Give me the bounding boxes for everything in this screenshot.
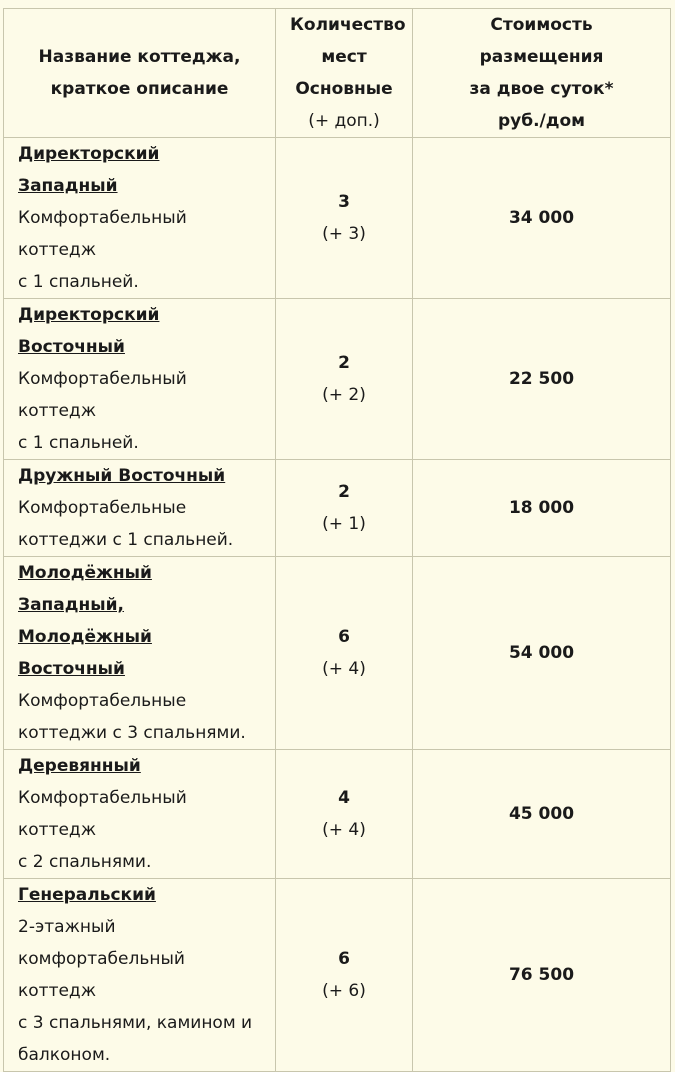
cottage-price-table [3,8,671,1072]
cottage-name-link[interactable]: Дружный Восточный [18,466,226,486]
cottage-name-link[interactable]: Молодёжный Западный, [18,563,152,615]
seats-cell: 2 (+ 2) [276,299,413,460]
cottage-name-link[interactable]: Молодёжный Восточный [18,627,152,679]
table-row [4,879,671,1072]
seats-cell: 6 (+ 6) [276,879,413,1072]
cottage-name-link[interactable]: Генеральский [18,885,156,905]
cottage-cell: Молодёжный Западный, Молодёжный Восточный Комфортабельные коттеджи с 3 спальнями. [4,557,276,750]
price-cell: 45 000 [413,750,671,879]
table-row [4,460,671,557]
cottage-name-link[interactable]: Директорский Западный [18,144,160,196]
table-row [4,299,671,460]
seats-cell: 6 (+ 4) [276,557,413,750]
header-seats: Количество мест Основные (+ доп.) [276,9,413,138]
price-cell: 18 000 [413,460,671,557]
table-row [4,138,671,299]
header-cottage-name: Название коттеджа, краткое описание [4,9,276,138]
price-cell: 54 000 [413,557,671,750]
cottage-cell: Генеральский 2-этажный комфортабельный коттедж с 3 спальнями, камином и балконом. [4,879,276,1072]
cottage-cell: Директорский Восточный Комфортабельный коттедж с 1 спальней. [4,299,276,460]
cottage-cell: Деревянный Комфортабельный коттедж с 2 спальнями. [4,750,276,879]
table-row [4,557,671,750]
seats-cell: 2 (+ 1) [276,460,413,557]
seats-cell: 4 (+ 4) [276,750,413,879]
cottage-name-link[interactable]: Директорский Восточный [18,305,160,357]
price-cell: 76 500 [413,879,671,1072]
price-cell: 34 000 [413,138,671,299]
table-row [4,750,671,879]
cottage-cell: Директорский Западный Комфортабельный коттедж с 1 спальней. [4,138,276,299]
header-price: Стоимость размещения за двое суток* руб./дом [413,9,671,138]
cottage-name-link[interactable]: Деревянный [18,756,141,776]
cottage-cell: Дружный Восточный Комфортабельные коттеджи с 1 спальней. [4,460,276,557]
seats-cell: 3 (+ 3) [276,138,413,299]
table-header-row [4,9,671,138]
price-cell: 22 500 [413,299,671,460]
